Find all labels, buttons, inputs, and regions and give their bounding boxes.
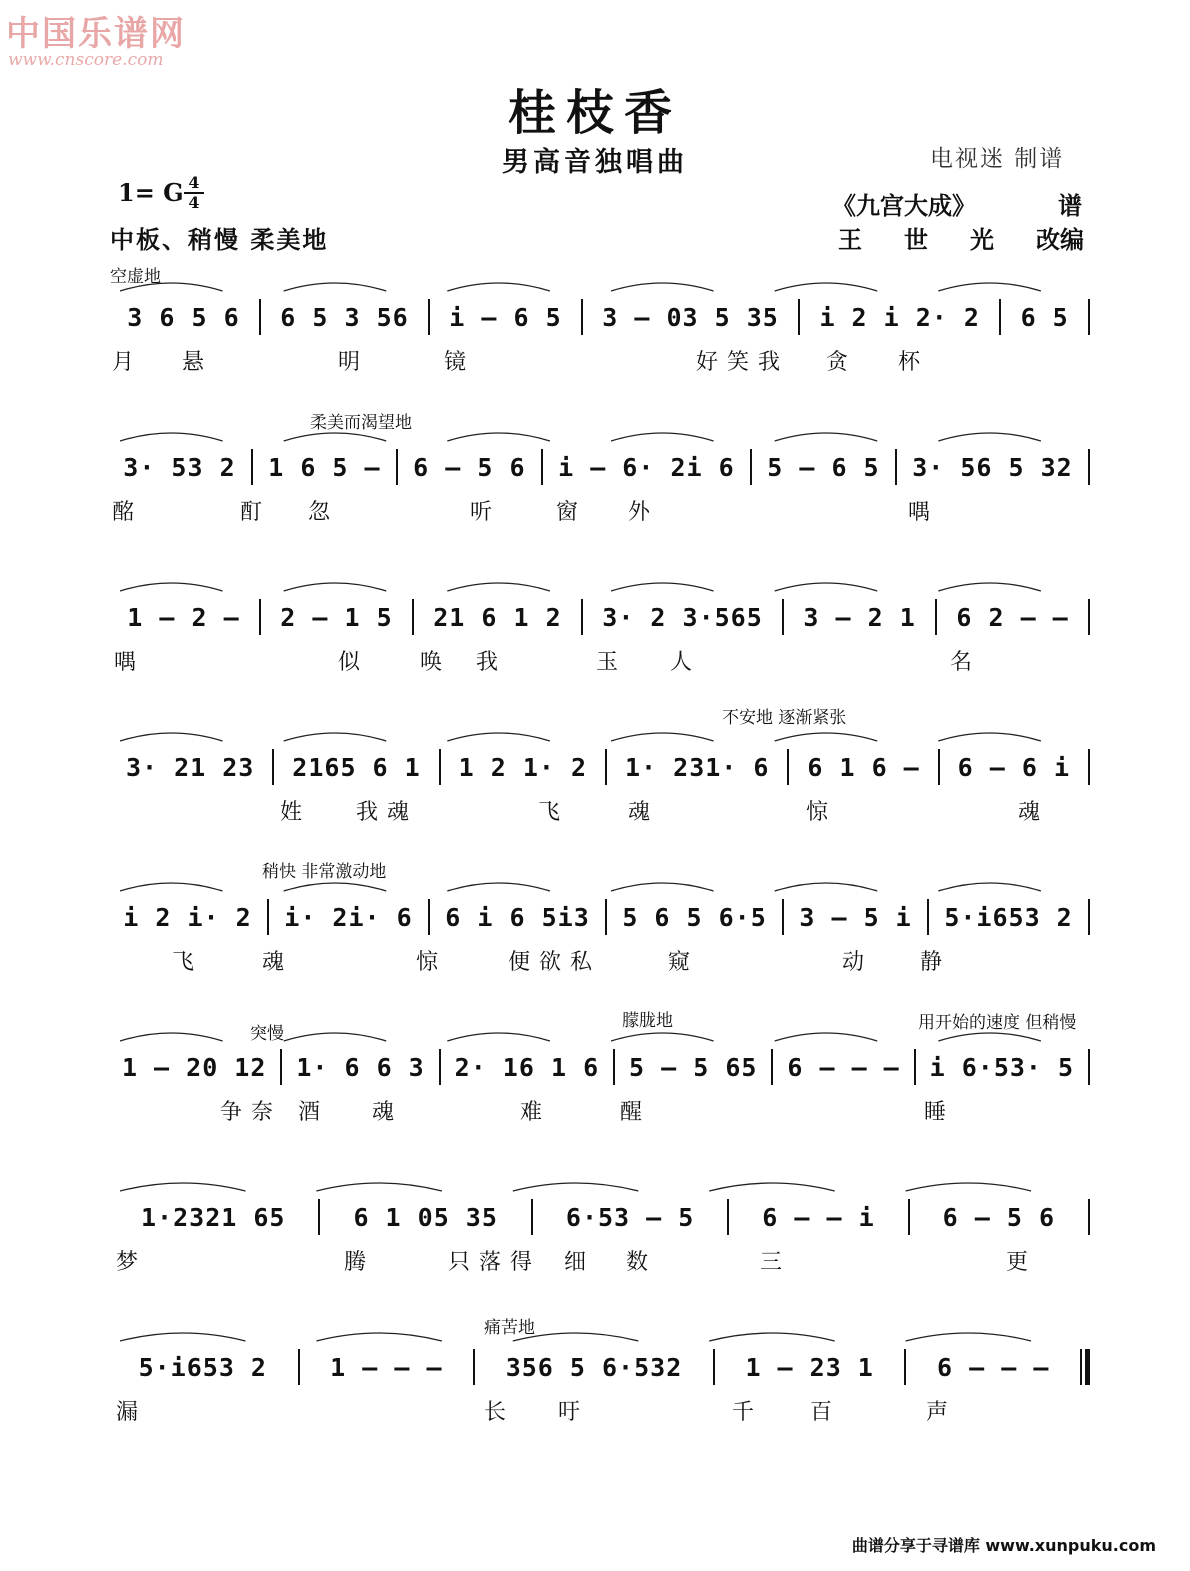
lyric-word: 我 魂	[356, 800, 410, 825]
time-signature-bottom: 4	[188, 193, 200, 212]
slur-mark	[120, 1033, 223, 1041]
measure: 6 5	[1020, 302, 1069, 332]
lyric-word: 杯	[898, 350, 922, 375]
barline	[1088, 899, 1090, 935]
slur-mark	[447, 883, 550, 891]
measure: 6 – – i	[762, 1202, 875, 1232]
measure: 5 – 6 5	[767, 452, 880, 482]
measure: 3 – 2 1	[803, 602, 916, 632]
score-system	[108, 747, 1090, 825]
lyrics-row	[108, 1245, 1090, 1275]
measure: 6 2 – –	[956, 602, 1069, 632]
barline	[1088, 599, 1090, 635]
notes-row	[108, 1047, 1090, 1087]
slur-mark	[709, 1333, 834, 1341]
lyric-word: 听	[470, 500, 494, 525]
lyric-word: 魂	[628, 800, 652, 825]
lyric-word: 玉	[596, 650, 620, 675]
lyrics-row	[108, 645, 1090, 675]
measure: 2165 6 1	[292, 752, 421, 782]
slur-mark	[709, 1183, 834, 1191]
measure: 6 – 6 i	[957, 752, 1071, 782]
lyrics-row	[108, 345, 1090, 375]
measure: 3· 21 23	[125, 752, 255, 782]
lyric-word: 醒	[620, 1100, 644, 1125]
lyric-word: 名	[950, 650, 974, 675]
slur-mark	[938, 583, 1041, 591]
measure: 2 – 1 5	[280, 602, 393, 632]
measure: 5 – 5 65	[629, 1052, 758, 1082]
lyric-word: 月	[112, 350, 136, 375]
lyric-word: 酊	[240, 500, 264, 525]
measure: 5·i653 2	[944, 902, 1073, 932]
lyric-word: 惊	[806, 800, 830, 825]
lyric-word: 争 奈	[220, 1100, 274, 1125]
measure: 1 6 5 –	[268, 452, 381, 482]
slur-mark	[316, 1333, 441, 1341]
lyric-word: 声	[926, 1400, 950, 1425]
lyric-word: 姓	[280, 800, 304, 825]
arranger-char: 改编	[1036, 226, 1084, 254]
lyric-word: 飞	[538, 800, 562, 825]
slur-mark	[938, 283, 1041, 291]
lyric-word: 悬	[182, 350, 206, 375]
barline	[1088, 1049, 1090, 1085]
measure: 356 5 6·532	[505, 1352, 683, 1382]
expression-marking: 朦胧地	[622, 1011, 673, 1031]
lyric-word: 似	[338, 650, 362, 675]
slur-mark	[775, 1033, 878, 1041]
lyrics-row	[108, 1395, 1090, 1425]
lyric-word: 窥	[668, 950, 692, 975]
slur-mark	[938, 1033, 1041, 1041]
slur-mark	[447, 583, 550, 591]
expression-marking: 稍快 非常激动地	[262, 862, 387, 882]
lyric-word: 镜	[444, 350, 468, 375]
notes-row	[108, 297, 1090, 337]
slur-mark	[775, 283, 878, 291]
measure: 3 6 5 6	[127, 302, 240, 332]
notes-row	[108, 1197, 1090, 1237]
measure: i 6·53· 5	[929, 1052, 1075, 1082]
lyric-word: 唤	[420, 650, 444, 675]
measure: 6·53 – 5	[565, 1202, 695, 1232]
slur-mark	[906, 1183, 1031, 1191]
slur-mark	[284, 583, 387, 591]
arranger-char: 世	[904, 226, 928, 254]
lyrics-row	[108, 1095, 1090, 1125]
expression-marking: 用开始的速度 但稍慢	[918, 1013, 1077, 1033]
lyric-word: 喁	[908, 500, 932, 525]
barline	[1088, 749, 1090, 785]
measure: 1 2 1· 2	[458, 752, 588, 782]
score-system	[108, 1047, 1090, 1125]
lyric-word: 明	[338, 350, 362, 375]
slur-mark	[775, 433, 878, 441]
lyric-word: 睡	[924, 1100, 948, 1125]
lyric-word: 细	[564, 1250, 588, 1275]
slur-mark	[316, 1183, 441, 1191]
slur-mark	[611, 583, 714, 591]
lyric-word: 腾	[344, 1250, 368, 1275]
expression-marking: 痛苦地	[484, 1318, 535, 1338]
measure: 1· 6 6 3	[296, 1052, 425, 1082]
slur-mark	[611, 733, 714, 741]
lyric-word: 百	[810, 1400, 834, 1425]
lyric-word: 三	[760, 1250, 784, 1275]
measure: 6 5 3 56	[280, 302, 409, 332]
final-barline	[1080, 1349, 1090, 1385]
slur-mark	[611, 1033, 714, 1041]
barline	[1088, 449, 1090, 485]
slur-mark	[284, 283, 387, 291]
barline	[1088, 1199, 1090, 1235]
source-credit	[832, 186, 1082, 221]
measure: 6 i 6 5i3	[445, 902, 590, 932]
measure: 1 – – –	[330, 1352, 443, 1382]
measure: 5 6 5 6·5	[622, 902, 767, 932]
measure: 6 – – –	[787, 1052, 900, 1082]
score-system	[108, 447, 1090, 525]
expression-marking: 突慢	[250, 1024, 284, 1044]
arranger-char: 光	[970, 226, 994, 254]
slur-mark	[120, 433, 223, 441]
watermark-url: www.cnscore.com	[8, 50, 164, 70]
slur-mark	[611, 433, 714, 441]
footer-credit: 曲谱分享于寻谱库 www.xunpuku.com	[851, 1536, 1156, 1555]
lyric-word: 魂	[262, 950, 286, 975]
notes-row	[108, 897, 1090, 937]
measure: i 2 i· 2	[123, 902, 252, 932]
lyric-word: 难	[520, 1100, 544, 1125]
slur-mark	[513, 1183, 638, 1191]
lyric-word: 忽	[308, 500, 332, 525]
lyric-word: 吁	[558, 1400, 582, 1425]
measure: 2· 16 1 6	[454, 1052, 600, 1082]
arranger-credit	[838, 220, 1084, 255]
measure: i· 2i· 6	[284, 902, 413, 932]
slur-mark	[775, 883, 878, 891]
slur-mark	[447, 733, 550, 741]
score-system	[108, 597, 1090, 675]
notes-row	[108, 1347, 1090, 1387]
measure: 1 – 2 –	[127, 602, 240, 632]
measure: 3· 53 2	[123, 452, 236, 482]
measure: 5·i653 2	[138, 1352, 267, 1382]
lyric-word: 魂	[1018, 800, 1042, 825]
slur-mark	[775, 733, 878, 741]
lyric-word: 漏	[116, 1400, 140, 1425]
measure: 1 – 23 1	[745, 1352, 874, 1382]
slur-mark	[284, 1033, 387, 1041]
lyric-word: 静	[920, 950, 944, 975]
lyric-word: 动	[842, 950, 866, 975]
song-title: 桂枝香	[507, 85, 682, 141]
lyric-word: 酒	[298, 1100, 322, 1125]
slur-mark	[447, 433, 550, 441]
lyric-word: 外	[628, 500, 652, 525]
lyric-word: 好 笑 我	[696, 350, 781, 375]
slur-mark	[906, 1333, 1031, 1341]
score-maker: 电视迷 制谱	[930, 146, 1065, 172]
lyric-word: 只 落 得	[448, 1250, 533, 1275]
slur-mark	[284, 733, 387, 741]
lyric-word: 数	[626, 1250, 650, 1275]
source-book: 《九宫大成》	[832, 192, 976, 220]
slur-mark	[938, 883, 1041, 891]
measure: 6 – 5 6	[942, 1202, 1055, 1232]
lyric-word: 千	[732, 1400, 756, 1425]
score-system	[108, 297, 1090, 375]
lyric-word: 飞	[172, 950, 196, 975]
lyric-word: 惊	[416, 950, 440, 975]
lyric-word: 贪	[826, 350, 850, 375]
measure: i – 6· 2i 6	[558, 452, 735, 482]
measure: 6 – 5 6	[413, 452, 526, 482]
lyric-word: 酩	[112, 500, 136, 525]
notes-row	[108, 597, 1090, 637]
lyrics-row	[108, 495, 1090, 525]
slur-mark	[938, 733, 1041, 741]
lyric-word: 窗	[556, 500, 580, 525]
lyric-word: 魂	[372, 1100, 396, 1125]
slur-mark	[284, 433, 387, 441]
key-signature: 1= G	[118, 178, 184, 207]
notes-row	[108, 747, 1090, 787]
score-system	[108, 897, 1090, 975]
expression-marking: 柔美而渴望地	[310, 413, 412, 433]
notes-row	[108, 447, 1090, 487]
watermark-logo: 中国乐谱网	[6, 14, 186, 54]
slur-mark	[938, 433, 1041, 441]
expression-marking: 不安地 逐渐紧张	[722, 708, 847, 728]
measure: 6 – – –	[937, 1352, 1050, 1382]
score-system	[108, 1347, 1090, 1425]
barline	[1088, 299, 1090, 335]
measure: 1 – 20 12	[121, 1052, 267, 1082]
slur-mark	[120, 1333, 245, 1341]
slur-mark	[611, 883, 714, 891]
lyrics-row	[108, 795, 1090, 825]
slur-mark	[120, 1183, 245, 1191]
measure: i 2 i 2· 2	[819, 302, 980, 332]
song-subtitle: 男高音独唱曲	[502, 147, 688, 178]
source-suffix: 谱	[1058, 192, 1082, 220]
slur-mark	[775, 583, 878, 591]
measure: 6 1 6 –	[807, 752, 920, 782]
measure: 6 1 05 35	[353, 1202, 498, 1232]
measure: 3· 2 3·565	[602, 602, 763, 632]
lyric-word: 人	[670, 650, 694, 675]
measure: 3 – 03 5 35	[602, 302, 779, 332]
lyric-word: 长	[484, 1400, 508, 1425]
lyric-word: 梦	[116, 1250, 140, 1275]
slur-mark	[120, 583, 223, 591]
slur-mark	[284, 883, 387, 891]
time-signature-top: 4	[188, 173, 200, 192]
lyric-word: 更	[1006, 1250, 1030, 1275]
time-signature	[184, 175, 204, 211]
measure: i – 6 5	[449, 302, 562, 332]
expression-marking: 空虚地	[110, 267, 161, 287]
slur-mark	[120, 883, 223, 891]
slur-mark	[447, 1033, 550, 1041]
measure: 1·2321 65	[140, 1202, 286, 1232]
measure: 3 – 5 i	[799, 902, 912, 932]
lyric-word: 我	[476, 650, 500, 675]
measure: 3· 56 5 32	[912, 452, 1073, 482]
slur-mark	[611, 283, 714, 291]
lyric-word: 便 欲 私	[508, 950, 593, 975]
lyric-word: 喁	[114, 650, 138, 675]
score-system	[108, 1197, 1090, 1275]
slur-mark	[120, 733, 223, 741]
tempo-marking: 中板、稍慢 柔美地	[110, 226, 329, 254]
measure: 1· 231· 6	[624, 752, 770, 782]
arranger-char: 王	[838, 226, 862, 254]
measure: 21 6 1 2	[433, 602, 562, 632]
lyrics-row	[108, 945, 1090, 975]
slur-mark	[447, 283, 550, 291]
